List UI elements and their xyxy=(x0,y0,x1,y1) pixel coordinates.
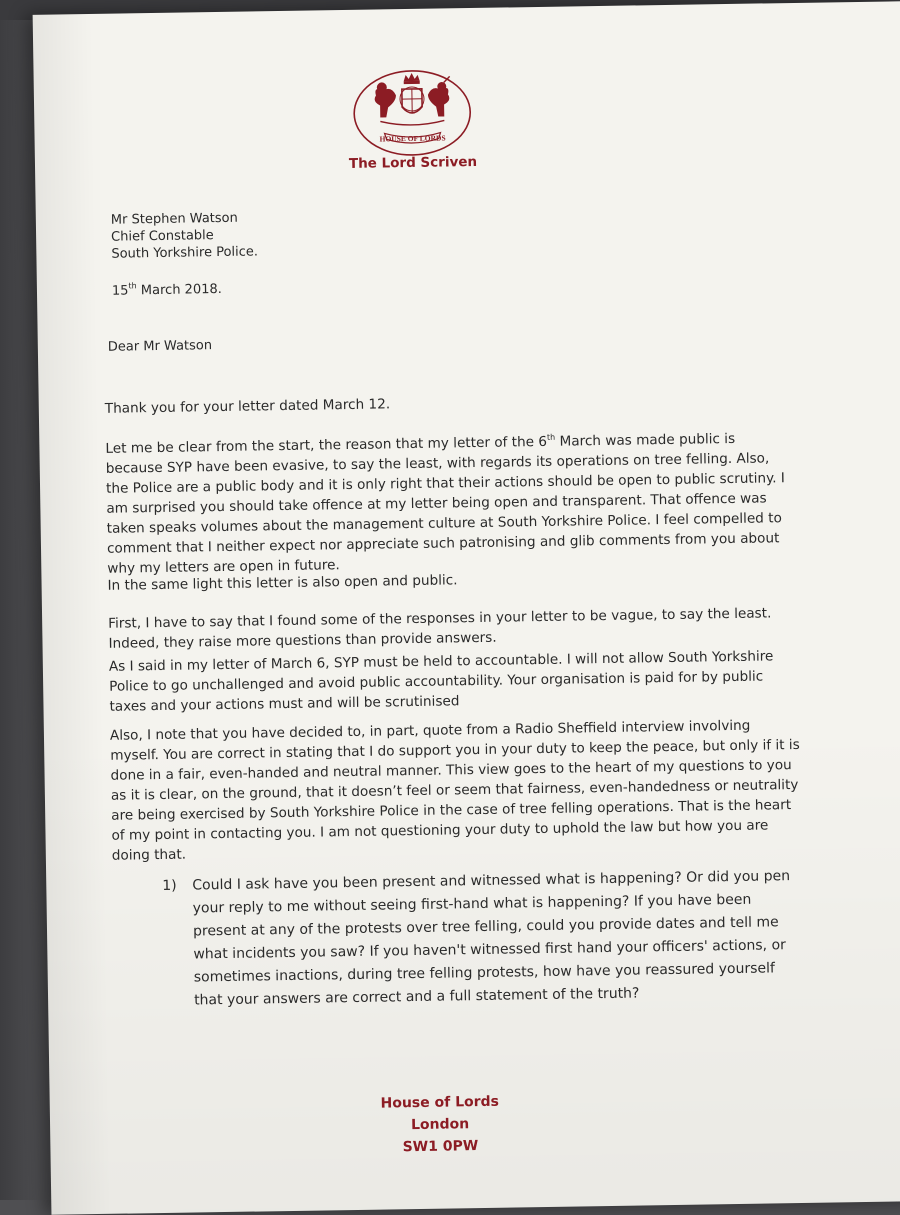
question-text: Could I ask have you been present and witnessed what is happening? Or did you pen your reply to me without seeing first-hand what is happening? If you have been present at any of the protests over tree felling, could you provide dates and tell me what incidents you saw? If you haven't witnessed first hand your officers' actions, or sometimes inactions, during tree felling protests, how have you reassured yourself that your answers are correct and a full statement of the truth? xyxy=(192,865,794,1012)
paragraph-4: First, I have to say that I found some of the responses in your letter to be vague, to say the least. Indeed, they raise more questions than provide answers. xyxy=(108,603,799,654)
paragraph-2: Let me be clear from the start, the reason that my letter of the 6th March was made public is because SYP have been evasive, to say the least, with regards its operations on tree felling. Also, the Police are a public body and it is only right that their actions should be open to public scrutiny. I am surprised you should take offence at my letter being open and transparent. That offence was taken speaks volumes about the management culture at South Yorkshire Police. I feel compelled to comment that I neither expect nor appreciate such patronising and glib comments from you about why my letters are open in future. xyxy=(105,428,797,579)
house-of-lords-crest xyxy=(350,66,475,160)
question-number: 1) xyxy=(162,875,177,898)
recipient-address xyxy=(111,209,258,262)
recipient-organisation: South Yorkshire Police. xyxy=(111,243,258,262)
crest-motto: HOUSE OF LORDS xyxy=(380,133,446,143)
sender-name: The Lord Scriven xyxy=(283,153,543,173)
footer-line-2: London xyxy=(340,1112,540,1137)
paragraph-6: Also, I note that you have decided to, in part, quote from a Radio Sheffield interview involving myself. You are correct in stating that I do support you in your duty to keep the peace, but only if it is done in a fair, even-handed and neutral manner. This view goes to the heart of my questions to you as it is clear, on the ground, that it doesn’t feel or seem that fairness, even-handedness or neutrality are being exercised by South Yorkshire Police in the case of tree felling operations. That is the heart of my point in contacting you. I am not questioning your duty to uphold the law but how you are doing that. xyxy=(110,715,802,866)
paragraph-1: Thank you for your letter dated March 12. xyxy=(105,388,795,419)
footer-line-1: House of Lords xyxy=(340,1090,540,1115)
footer-line-3: SW1 0PW xyxy=(340,1134,540,1159)
recipient-name: Mr Stephen Watson xyxy=(111,209,258,228)
paragraph-5: As I said in my letter of March 6, SYP must be held to accountable. I will not allow South Yorkshire Police to go unchallenged and avoid public accountability. Your organisation is paid for by public taxes and your actions must and will be scrutinised xyxy=(109,646,800,717)
letter-date: 15th March 2018. xyxy=(112,281,222,300)
letter-page xyxy=(33,1,900,1215)
footer-address xyxy=(340,1090,541,1159)
question-list xyxy=(112,865,812,876)
paragraph-3: In the same light this letter is also open and public. xyxy=(107,565,797,596)
recipient-title: Chief Constable xyxy=(111,226,258,245)
salutation: Dear Mr Watson xyxy=(108,337,212,356)
